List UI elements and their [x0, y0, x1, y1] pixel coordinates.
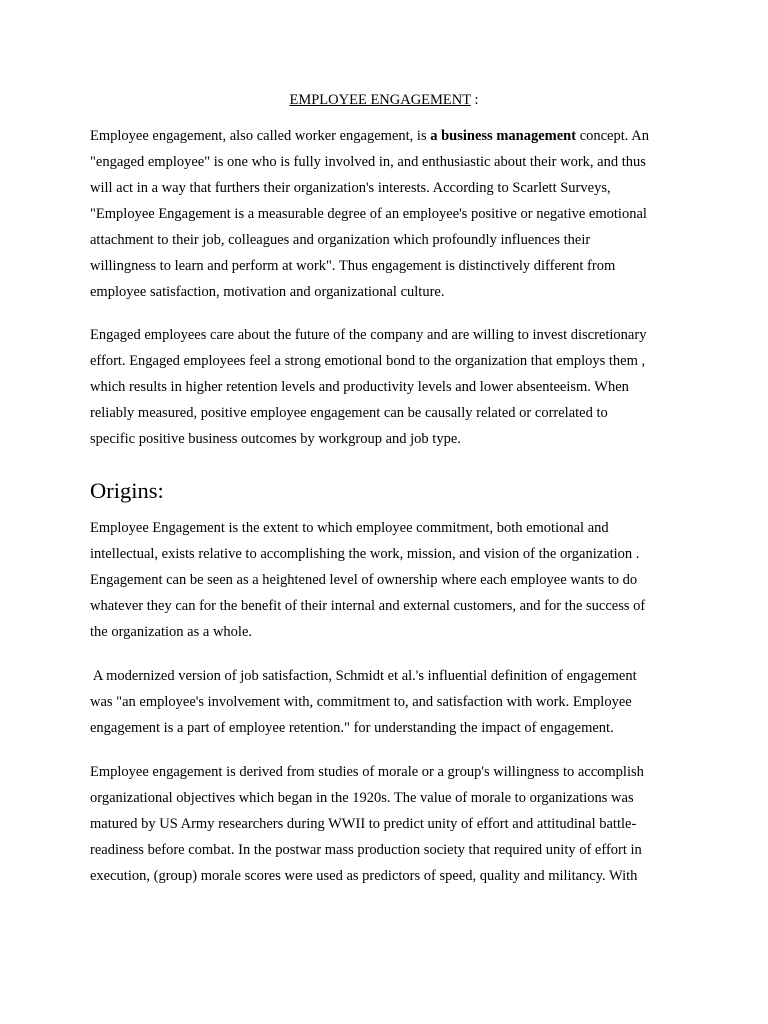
paragraph-line: Employee Engagement is the extent to which employee commitment, both emotional and	[90, 520, 609, 536]
paragraph-line: execution, (group) morale scores were used as predictors of speed, quality and militancy. With	[90, 868, 638, 884]
paragraph-line: "engaged employee" is one who is fully involved in, and enthusiastic about their work, and thus	[90, 154, 646, 170]
paragraph-line: engagement is a part of employee retention." for understanding the impact of engagement.	[90, 720, 614, 736]
paragraph-line: will act in a way that furthers their organization's interests. According to Scarlett Surveys,	[90, 180, 611, 196]
paragraph-line: A modernized version of job satisfaction, Schmidt et al.'s influential definition of engagement	[90, 668, 637, 684]
paragraph-line: effort. Engaged employees feel a strong emotional bond to the organization that employs them ,	[90, 353, 646, 369]
paragraph-line: reliably measured, positive employee engagement can be causally related or correlated to	[90, 405, 608, 421]
paragraph-engaged-employees	[90, 322, 690, 452]
text-run: concept. An	[576, 128, 649, 144]
paragraph-morale-history	[90, 759, 690, 889]
section-heading-origins: Origins:	[90, 478, 164, 503]
text-run: Employee engagement, also called worker engagement, is	[90, 128, 431, 144]
paragraph-line: intellectual, exists relative to accomplishing the work, mission, and vision of the organization .	[90, 546, 640, 562]
paragraph-schmidt-definition	[90, 663, 690, 741]
paragraph-line: the organization as a whole.	[90, 624, 252, 640]
document-title-text: EMPLOYEE ENGAGEMENT	[289, 92, 471, 108]
paragraph-line: whatever they can for the benefit of their internal and external customers, and for the success of	[90, 598, 646, 614]
document-title	[0, 90, 768, 110]
paragraph-line: which results in higher retention levels and productivity levels and lower absenteeism. When	[90, 379, 629, 395]
paragraph-line: Engagement can be seen as a heightened level of ownership where each employee wants to do	[90, 572, 638, 588]
paragraph-line: attachment to their job, colleagues and organization which profoundly influences their	[90, 232, 591, 248]
paragraph-line: readiness before combat. In the postwar mass production society that required unity of effort in	[90, 842, 642, 858]
paragraph-line: Engaged employees care about the future of the company and are willing to invest discretionary	[90, 327, 647, 343]
paragraph-line: employee satisfaction, motivation and organizational culture.	[90, 284, 445, 300]
paragraph-line: was "an employee's involvement with, commitment to, and satisfaction with work. Employee	[90, 694, 632, 710]
paragraph-line: matured by US Army researchers during WWII to predict unity of effort and attitudinal battle-	[90, 816, 637, 832]
paragraph-intro	[90, 123, 690, 305]
bold-text: a business management	[430, 128, 577, 144]
paragraph-line: organizational objectives which began in the 1920s. The value of morale to organizations was	[90, 790, 634, 806]
paragraph-line: Employee engagement is derived from studies of morale or a group's willingness to accomplish	[90, 764, 644, 780]
paragraph-line	[90, 123, 690, 149]
paragraph-origins-definition	[90, 515, 690, 645]
paragraph-line: "Employee Engagement is a measurable degree of an employee's positive or negative emotional	[90, 206, 647, 222]
paragraph-line: willingness to learn and perform at work". Thus engagement is distinctively different from	[90, 258, 616, 274]
document-title-suffix: :	[470, 92, 479, 108]
paragraph-line: specific positive business outcomes by workgroup and job type.	[90, 431, 461, 447]
